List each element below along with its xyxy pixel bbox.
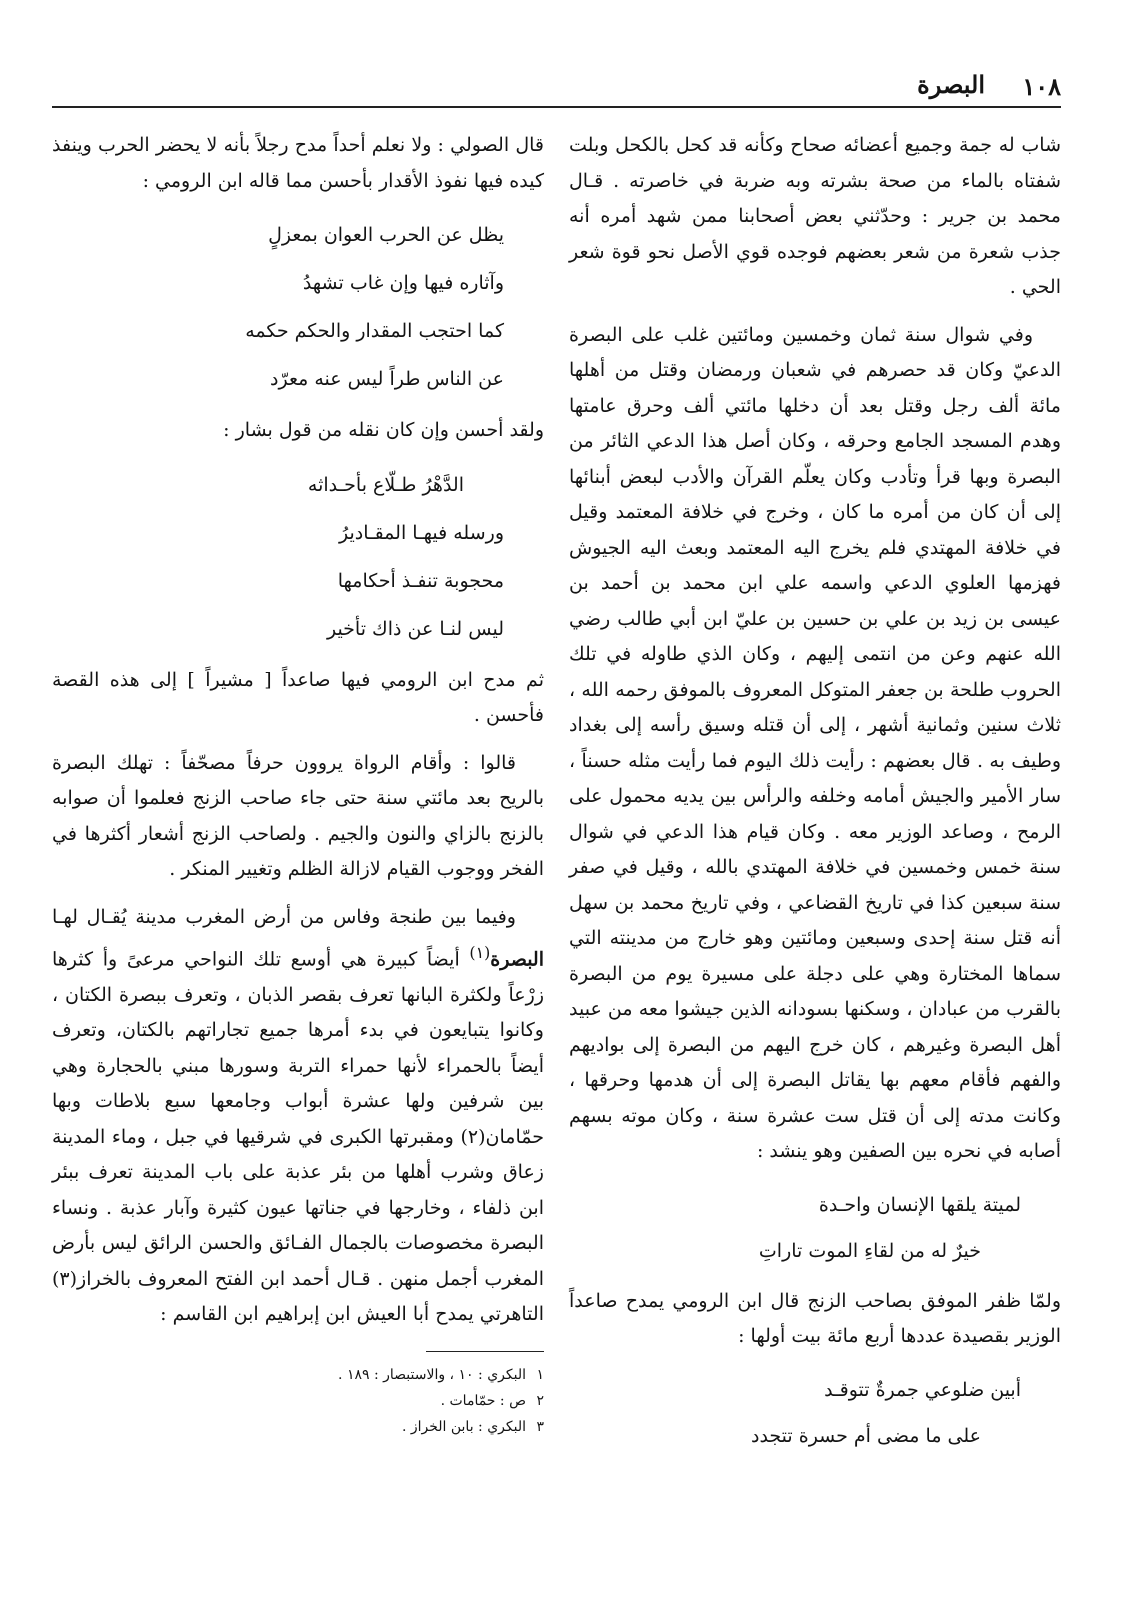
paragraph: شاب له جمة وجميع أعضائه صحاح وكأنه قد كحل بالكحل وبلت شفتاه بالماء من صحة بشرته وبه ضربة في خاصرته . قـال محمد بن جرير : وحدّثني بعض أصحابنا ممن شهد أمره أنه جذب شعرة من شعر بعضهم فوجده قوي الأصل نحو قوة شعر الحي . xyxy=(569,134,1061,298)
footnote-number: ١ xyxy=(536,1366,544,1383)
left-column xyxy=(52,128,544,1440)
footnote-text: البكري : ١٠ ، والاستبصار : ١٨٩ . xyxy=(338,1366,526,1383)
poem-verse xyxy=(569,1182,1061,1274)
poem-verse xyxy=(569,1367,1061,1459)
footnote xyxy=(52,1362,544,1388)
verse-line: ورسله فيهـا المقـاديرُ xyxy=(338,521,504,544)
footnote-text: البكري : بابن الخراز . xyxy=(401,1418,526,1435)
page-header xyxy=(52,70,1061,108)
verse-line: خيرٌ له من لقاءِ الموت تاراتِ xyxy=(758,1239,981,1262)
paragraph: قالوا : وأقام الرواة يروون حرفاً مصحّفاً : تهلك البصرة بالريح بعد مائتي سنة حتى جاء صاحب الزنج فعلموا أن صوابه بالزنج بالزاي والنون والجيم . ولصاحب الزنج أشعار أكثرها في الفخر ووجوب القيام لازالة الظلم وتغيير المنكر . xyxy=(52,751,544,880)
verse-line: الدَّهْرُ طـلّاع بأحـداثه xyxy=(307,473,464,496)
verse-line: وآثاره فيها وإن غاب تشهدُ xyxy=(302,272,504,294)
right-column xyxy=(569,128,1061,1469)
verse-line: عن الناس طراً ليس عنه معرّد xyxy=(270,368,504,390)
paragraph: ولقد أحسن وإن كان نقله من قول بشار : xyxy=(223,419,544,441)
paragraph: قال الصولي : ولا نعلم أحداً مدح رجلاً بأنه لا يحضر الحرب وينفذ كيده فيها نفوذ الأقدار بأحسن مما قاله ابن الرومي : xyxy=(52,134,544,192)
footnotes xyxy=(52,1362,544,1440)
page-number: ١٠٨ xyxy=(1022,72,1061,101)
verse-line: لميتة يلقها الإنسان واحـدة xyxy=(818,1193,1021,1216)
paragraph-start: وفيما بين طنجة وفاس من أرض المغرب مدينة يُقـال لهـا xyxy=(52,905,516,928)
running-title: البصرة xyxy=(917,70,985,99)
verse-line: أبين ضلوعي جمرةٌ تتوقـد xyxy=(824,1378,1021,1401)
verse-line: محجوبة تنفـذ أحكامها xyxy=(337,569,504,592)
bold-term: البصرة xyxy=(490,948,544,971)
footnote xyxy=(52,1414,544,1440)
footnote xyxy=(52,1388,544,1414)
paragraph-rest: أيضاً كبيرة هي أوسع تلك النواحي مرعىً وأ كثرها زرْعاً ولكثرة البانها تعرف بقصر الذبان ، وتعرف ببصرة الكتان ، وكانوا يتبايعون في بدء أمرها جميع تجاراتهم بالكتان، وتعرف أيضاً بالحمراء لأنها حمراء التربة وسورها مبني بالحجارة وهي بين شرفين ولها عشرة أبواب وجامعها سبع بلاطات وبها حمّامان(٢) ومقبرتها الكبرى في شرقيها في جبل ، وماء المدينة زعاق وشرب أهلها من بئر عذبة على باب المدينة تعرف ببئر ابن ذلفاء ، وخارجها في جناتها عيون كثيرة وآبار عذبة . ونساء البصرة مخصوصات بالجمال الفـائق والحسن الرائق ليس بأرض المغرب أجمل منهن . قـال أحمد ابن الفتح المعروف بالخراز(٣) التاهرتي يمدح أبا العيش ابن إبراهيم ابن القاسم : xyxy=(52,948,544,1326)
footnote-text: ص : حمّامات . xyxy=(440,1392,526,1409)
verse-line: ليس لنـا عن ذاك تأخير xyxy=(326,617,504,640)
poem-verse xyxy=(52,461,544,653)
footnote-number: ٢ xyxy=(536,1392,544,1409)
paragraph: وفي شوال سنة ثمان وخمسين ومائتين غلب على البصرة الدعيّ وكان قد حصرهم في شعبان ورمضان وقتل من أهلها مائة ألف رجل وقتل بعد أن دخلها مائتي ألف وحرق عامتها وهدم المسجد الجامع وحرقه ، وكان أصل هذا الدعي الثائر من البصرة وبها قرأ وتأدب وكان يعلّم القرآن والأدب لبعض أبنائها إلى أن كان من أمره ما كان ، وخرج في خلافة المعتمد وقيل في خلافة المهتدي فلم يخرج اليه المعتمد وبعث اليه الجيوش فهزمها العلوي الدعي واسمه علي ابن محمد بن أحمد بن عيسى بن زيد بن علي بن حسين بن عليّ ابن أبي طالب رضي الله عنهم وعن من انتمى إليهم ، وكان الذي طاوله في تلك الحروب طلحة بن جعفر المتوكل المعروف بالموفق رحمه الله ، ثلاث سنين وثمانية أشهر ، إلى أن قتله وسيق رأسه إلى بغداد وطيف به . قال بعضهم : رأيت ذلك اليوم فما رأيت مثله حسناً ، سار الأمير والجيش أمامه وخلفه والرأس بين يديه محمول على الرمح ، وصاعد الوزير معه . وكان قيام هذا الدعي في شوال سنة خمس وخمسين في خلافة المهتدي بالله ، وقيل في صفر سنة سبعين كذا في تاريخ القضاعي ، وفي تاريخ محمد بن سهل أنه قتل سنة إحدى وسبعين ومائتين وهو خارج من مدينته التي سماها المختارة وهي على دجلة على مسيرة يوم من البصرة بالقرب من عبادان ، وسكنها بسودانه الذين جيشوا معه من عبيد أهل البصرة وغيرهم ، كان خرج اليهم من البصرة إلى بواديهم والفهم فأقام معهم بها يقاتل البصرة إلى أن هدمها وحرقها ، وكانت مدته إلى أن قتل ست عشرة سنة ، وكان موته بسهم أصابه في نحره بين الصفين وهو ينشد : xyxy=(569,323,1061,1162)
footnote-number: ٣ xyxy=(536,1418,544,1435)
footnote-marker: (١) xyxy=(469,943,491,962)
verse-line: يظل عن الحرب العوان بمعزلٍ xyxy=(268,224,504,246)
verse-line: على ما مضى أم حسرة تتجدد xyxy=(750,1424,981,1447)
paragraph: ثم مدح ابن الرومي فيها صاعداً [ مشيراً ] إلى هذه القصة فأحسن . xyxy=(52,668,544,726)
poem-verse xyxy=(52,211,544,403)
paragraph: ولمّا ظفر الموفق بصاحب الزنج قال ابن الرومي يمدح صاعداً الوزير بقصيدة عددها أربع مائة بيت أولها : xyxy=(569,1289,1061,1347)
paragraph xyxy=(52,900,544,1333)
verse-line: كما احتجب المقدار والحكم حكمه xyxy=(245,320,504,342)
footnote-divider xyxy=(426,1351,544,1352)
